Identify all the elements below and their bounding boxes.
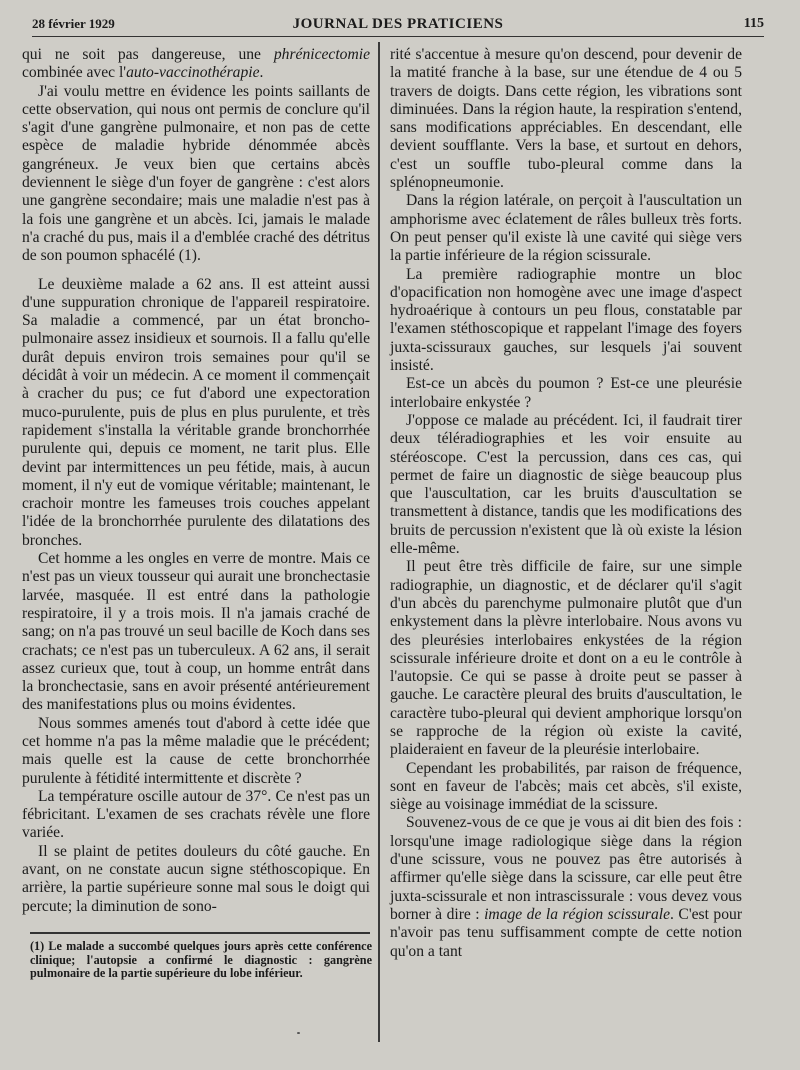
paragraph: Nous sommes amenés tout d'abord à cette idée que cet homme n'a pas la même maladie que le précédent; mais quelle est la cause de cette bronchorrhée purulente à fétidité intermittente et discrète ? [22, 714, 370, 787]
paragraph: Cependant les probabilités, par raison de fréquence, sont en faveur de l'abcès; mais cet abcès, s'il existe, siège au voisinage immédiat de la scissure. [390, 759, 742, 814]
paragraph: La température oscille autour de 37°. Ce n'est pas un fébricitant. L'examen de ses crachats révèle une flore variée. [22, 787, 370, 842]
footnote-divider [30, 932, 370, 934]
paragraph: Cet homme a les ongles en verre de montre. Mais ce n'est pas un vieux tousseur qui aurait une bronchectasie larvée, masquée. Il est entré dans la pathologie respiratoire, il y a trois mois. Il n'a jamais craché de sang; on n'a pas trouvé un seul bacille de Koch dans ses crachats; ce n'est pas un tuberculeux. A 62 ans, il serait assez curieux que, tout à coup, un homme entrât dans la bronchectasie, sans en avoir présenté antérieurement des manifestations plus ou moins évidentes. [22, 550, 370, 714]
print-speck [297, 1032, 300, 1034]
header-date: 28 février 1929 [32, 16, 115, 31]
right-column [390, 46, 742, 961]
footnote: (1) Le malade a succombé quelques jours après cette conférence clinique; l'autopsie a confirmé le diagnostic : gangrène pulmonaire de la partie supérieure du lobe inférieur. [30, 939, 372, 981]
paragraph: Est-ce un abcès du poumon ? Est-ce une pleurésie interlobaire enkystée ? [390, 375, 742, 411]
paragraph: J'oppose ce malade au précédent. Ici, il faudrait tirer deux téléradiographies et les voir ensuite au stéréoscope. C'est la percussion, dans ces cas, qui permet de faire un diagnostic de siège beaucoup plus que l'auscultation, car les bruits d'auscultation se transmettent à distance, tandis que les modifications des bruits de percussion n'existent que là où existe la lésion elle-même. [390, 411, 742, 558]
paragraph: qui ne soit pas dangereuse, une phrénicectomie combinée avec l'auto-vaccinothérapie. [22, 46, 370, 82]
page-header [32, 12, 764, 37]
paragraph: J'ai voulu mettre en évidence les points saillants de cette observation, qui nous ont permis de conclure qu'il s'agit d'une gangrène pulmonaire, et non pas de cette espèce de maladie hybride dénommée abcès gangréneux. Je veux bien que certains abcès deviennent le siège d'un foyer de gangrène : c'est alors une gangrène secondaire; mais une maladie n'est pas à la fois une gangrène et un abcès. Ici, jamais le malade n'a craché du pus, mais il a d'emblée craché des détritus de son poumon sphacélé (1). [22, 82, 370, 265]
paragraph: Il se plaint de petites douleurs du côté gauche. En avant, on ne constate aucun signe stéthoscopique. En arrière, la partie supérieure sonne mal sous le doigt qui percute; la diminution de sono- [22, 842, 370, 915]
paragraph: Le deuxième malade a 62 ans. Il est atteint aussi d'une suppuration chronique de l'appareil respiratoire. Sa maladie a commencé, par un état broncho-pulmonaire assez insidieux et sournois. Il a fallu qu'elle durât depuis environ trois semaines pour qu'il se décidât à voir un médecin. A ce moment il commençait à cracher du pus; ce fut d'abord une expectoration muco-purulente, puis de plus en plus purulente, et très rapidement s'installa la véritable grande bronchorrhée purulente qui, depuis ce moment, ne tarit plus. Elle devint par intermittences un peu fétide, mais, à aucun moment, il n'y eut de vomique véritable; maintenant, le crachoir montre les fameuses trois couches appelant l'idée de la bronchorrhée purulente des dilatations des bronches. [22, 275, 370, 549]
column-divider [378, 42, 380, 1042]
paragraph: rité s'accentue à mesure qu'on descend, pour devenir de la matité franche à la base, sur une étendue de 4 ou 5 travers de doigts. Dans cette région, les vibrations sont diminuées. Dans la région haute, la respiration s'entend, sans modifications appréciables. En descendant, elle devient soufflante. Vers la base, et surtout en dehors, c'est un souffle tubo-pleural comme dans la splénopneumonie. [390, 46, 742, 192]
paragraph: Il peut être très difficile de faire, sur une simple radiographie, un diagnostic, et de déclarer qu'il s'agit d'un abcès du parenchyme pulmonaire plutôt que d'un enkystement dans la plèvre interlobaire. Nous avons vu des pleurésies interlobaires enkystées de la région scissurale inférieure droite et dont on a eu le contrôle à l'autopsie. Ce qui se passe à droite peut se passer à gauche. Le caractère pleural des bruits d'auscultation, le caractère tubo-pleural qui devient amphorique lorsqu'on se rapproche de la région où existe la cavité, plaideraient en faveur de la pleurésie interlobaire. [390, 558, 742, 759]
paragraph: Dans la région latérale, on perçoit à l'auscultation un amphorisme avec éclatement de râles bulleux très forts. On peut penser qu'il existe là une cavité qui siège vers la partie inférieure de la région scissurale. [390, 192, 742, 265]
page-number: 115 [743, 16, 764, 31]
paragraph: La première radiographie montre un bloc d'opacification non homogène avec une image d'aspect hydroaérique à contours un peu flous, constatable par l'examen stéthoscopique et rappelant l'image des foyers juxta-scissuraux gauches, sur lesquels j'ai souvent insisté. [390, 265, 742, 375]
paragraph: Souvenez-vous de ce que je vous ai dit bien des fois : lorsqu'une image radiologique siège dans la région d'une scissure, vous ne pouvez pas être autorisés à affirmer qu'elle siège dans la scissure, car elle peut être juxta-scissurale et non intrascissurale : vous devez vous borner à dire : image de la région scissurale. C'est pour n'avoir pas tenu suffisamment compte de cette notion qu'on a tant [390, 814, 743, 960]
left-column [22, 46, 370, 916]
journal-title: JOURNAL DES PRATICIENS [292, 16, 504, 32]
